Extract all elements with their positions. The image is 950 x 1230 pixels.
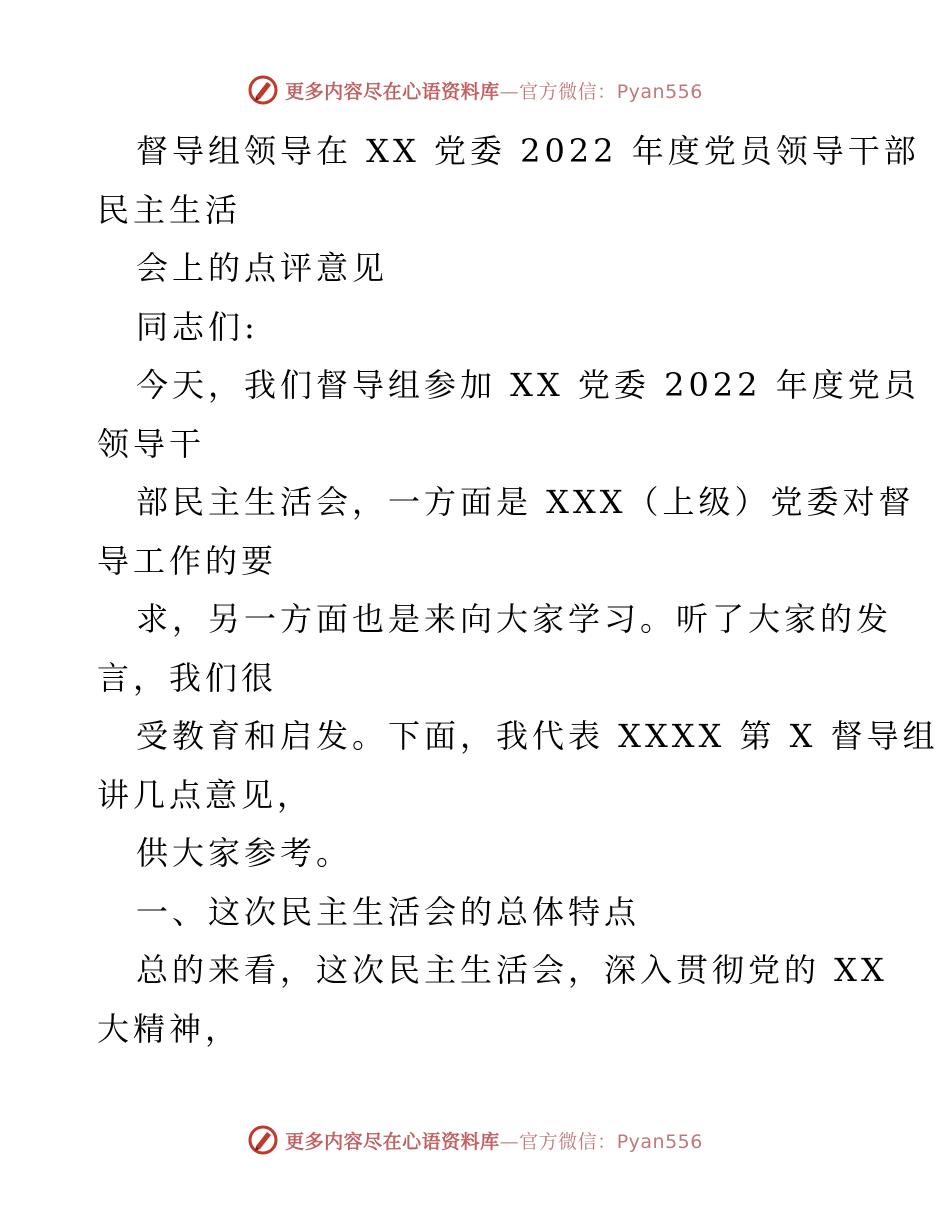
text-line: 大精神， [97,1009,242,1048]
logo-icon [247,1124,279,1156]
text-line: 讲几点意见， [97,775,314,814]
banner-brand: 更多内容尽在心语资料库 [285,1130,500,1153]
text-line: 领导干 [97,424,206,463]
text-line: 督导组领导在 XX 党委 2022 年度党员领导干部 [136,132,920,170]
header-banner [0,70,950,110]
text-line: 部民主生活会，一方面是 XXX（上级）党委对督 [136,483,915,521]
banner-wechat-label: 官方微信： [519,80,617,103]
text-line: 今天，我们督导组参加 XX 党委 2022 年度党员 [136,366,920,404]
text-line: 同志们: [136,307,259,346]
text-line: 受教育和启发。下面，我代表 XXXX 第 X 督导组 [136,717,939,755]
text-line: 言，我们很 [97,658,278,697]
text-line: 供大家参考。 [136,834,353,872]
banner-separator: — [499,80,520,103]
banner-wechat-label: 官方微信： [519,1130,617,1153]
text-line: 会上的点评意见 [136,249,389,287]
text-line: 求，另一方面也是来向大家学习。听了大家的发 [136,600,893,638]
banner-wechat-id: Pyan556 [616,80,703,103]
banner-separator: — [499,1130,520,1153]
text-line: 民主生活 [97,190,242,229]
document-body [97,122,939,1058]
text-line: 导工作的要 [97,541,278,580]
logo-icon [247,74,279,106]
banner-wechat-id: Pyan556 [616,1130,703,1153]
banner-brand: 更多内容尽在心语资料库 [285,80,500,103]
text-line: 一、这次民主生活会的总体特点 [136,892,641,931]
text-line: 总的来看，这次民主生活会，深入贯彻党的 XX [136,951,888,989]
banner-text [285,1127,703,1154]
banner-text [285,77,703,104]
footer-banner [0,1120,950,1160]
